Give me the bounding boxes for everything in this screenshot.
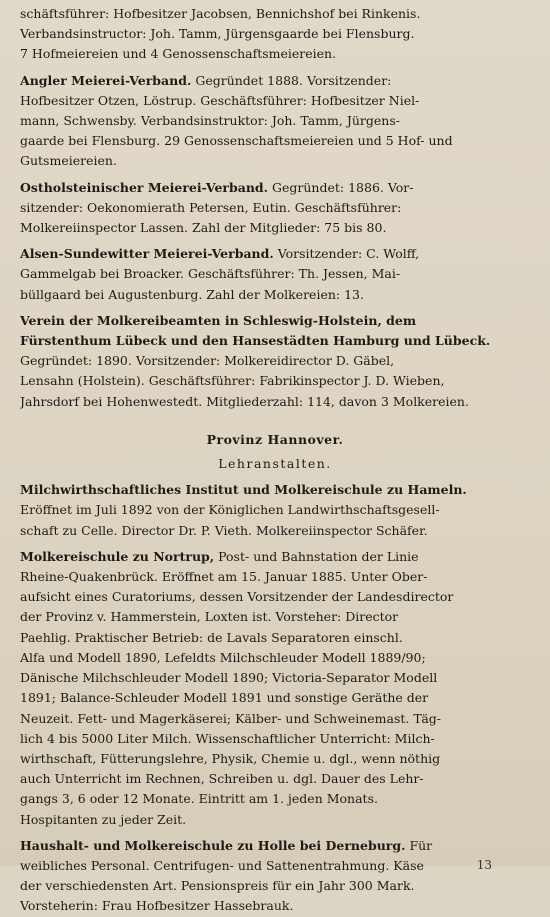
- text-line: auch Unterricht im Rechnen, Schreiben u. dgl. Dauer des Lehr-: [20, 771, 424, 787]
- text-line: Gutsmeiereien.: [20, 153, 117, 169]
- text-line: Vorsitzender: C. Wolff,: [277, 246, 420, 262]
- text-line: 1891; Balance-Schleuder Modell 1891 und sonstige Geräthe der: [20, 690, 429, 706]
- entry-heading: Angler Meierei-Verband.: [20, 72, 192, 88]
- text-line: aufsicht eines Curatoriums, dessen Vorsitzender der Landesdirector: [20, 589, 454, 605]
- text-line: Lensahn (Holstein). Geschäftsführer: Fabrikinspector J. D. Wieben,: [20, 373, 445, 389]
- text-line: gaarde bei Flensburg. 29 Genossenschaftsmeiereien und 5 Hof- und: [20, 133, 453, 149]
- text-line: Dänische Milchschleuder Modell 1890; Victoria-Separator Modell: [20, 670, 438, 686]
- province-heading: Provinz Hannover.: [206, 431, 344, 447]
- section-heading: Lehranstalten.: [218, 456, 332, 472]
- text-line: der Provinz v. Hammerstein, Loxten ist. Vorsteher: Director: [20, 609, 399, 625]
- text-line: büllgaard bei Augustenburg. Zahl der Molkereien: 13.: [20, 286, 364, 302]
- text-line: Gegründet 1888. Vorsitzender:: [195, 72, 392, 88]
- paragraph-schleswig-end: [20, 4, 530, 65]
- paragraph-holle: [20, 836, 530, 917]
- text-line: Gammelgab bei Broacker. Geschäftsführer: Th. Jessen, Mai-: [20, 266, 401, 282]
- text-line: sitzender: Oekonomierath Petersen, Eutin. Geschäftsführer:: [20, 199, 402, 215]
- text-line: Fürstenthum Lübeck und den Hansestädten Hamburg und Lübeck.: [20, 333, 491, 349]
- text-line: Alfa und Modell 1890, Lefeldts Milchschleuder Modell 1889/90;: [20, 649, 426, 665]
- paragraph-molkereibeamten: [20, 311, 530, 412]
- text-line: Verbandsinstructor: Joh. Tamm, Jürgensgaarde bei Flensburg.: [20, 26, 415, 42]
- page-number: 13: [476, 858, 492, 872]
- text-line: Jahrsdorf bei Hohenwestedt. Mitgliederzahl: 114, davon 3 Molkereien.: [20, 393, 469, 409]
- text-line: schaft zu Celle. Director Dr. P. Vieth. Molkereiinspector Schäfer.: [20, 522, 428, 538]
- entry-heading: Verein der Molkereibeamten in Schleswig-Holstein, dem: [20, 312, 417, 328]
- text-line: Eröffnet im Juli 1892 von der Königlichen Landwirthschaftsgesell-: [20, 502, 440, 518]
- text-line: Rheine-Quakenbrück. Eröffnet am 15. Januar 1885. Unter Ober-: [20, 569, 428, 585]
- text-line: Hospitanten zu jeder Zeit.: [20, 811, 187, 827]
- text-line: Paehlig. Praktischer Betrieb: de Lavals Separatoren einschl.: [20, 629, 403, 645]
- entry-heading: Haushalt- und Molkereischule zu Holle bei Derneburg.: [20, 837, 406, 853]
- entry-heading: Milchwirthschaftliches Institut und Molkereischule zu Hameln.: [20, 482, 467, 498]
- paragraph-nortrup: [20, 547, 530, 830]
- text-line: Post- und Bahnstation der Linie: [218, 548, 419, 564]
- paragraph-ostholstein: [20, 178, 530, 239]
- page-text: [20, 4, 530, 917]
- paragraph-angler: [20, 71, 530, 172]
- text-line: wirthschaft, Fütterungslehre, Physik, Chemie u. dgl., wenn nöthig: [20, 750, 441, 766]
- text-line: Gegründet: 1886. Vor-: [272, 179, 414, 195]
- text-line: Hofbesitzer Otzen, Löstrup. Geschäftsführer: Hofbesitzer Niel-: [20, 92, 420, 108]
- text-line: 7 Hofmeiereien und 4 Genossenschaftsmeiereien.: [20, 46, 337, 62]
- text-line: schäftsführer: Hofbesitzer Jacobsen, Bennichshof bei Rinkenis.: [20, 6, 421, 21]
- text-line: Für: [409, 837, 433, 853]
- text-line: Neuzeit. Fett- und Magerkäserei; Kälber- und Schweinemast. Täg-: [20, 710, 442, 726]
- paragraph-alsen: [20, 244, 530, 305]
- text-line: Molkereiinspector Lassen. Zahl der Mitglieder: 75 bis 80.: [20, 220, 387, 236]
- text-line: gangs 3, 6 oder 12 Monate. Eintritt am 1. jeden Monats.: [20, 791, 378, 807]
- text-line: mann, Schwensby. Verbandsinstruktor: Joh. Tamm, Jürgens-: [20, 113, 400, 129]
- text-line: der verschiedensten Art. Pensionspreis für ein Jahr 300 Mark.: [20, 878, 415, 894]
- entry-heading: Alsen-Sundewitter Meierei-Verband.: [20, 246, 274, 262]
- text-line: Gegründet: 1890. Vorsitzender: Molkereidirector D. Gäbel,: [20, 353, 395, 369]
- entry-heading: Molkereischule zu Nortrup,: [20, 548, 215, 564]
- entry-heading: Ostholsteinischer Meierei-Verband.: [20, 179, 269, 195]
- text-line: lich 4 bis 5000 Liter Milch. Wissenschaftlicher Unterricht: Milch-: [20, 730, 435, 746]
- paragraph-hameln: [20, 480, 530, 541]
- text-line: Vorsteherin: Frau Hofbesitzer Hassebrauk.: [20, 898, 294, 914]
- text-line: weibliches Personal. Centrifugen- und Sattenentrahmung. Käse: [20, 857, 424, 873]
